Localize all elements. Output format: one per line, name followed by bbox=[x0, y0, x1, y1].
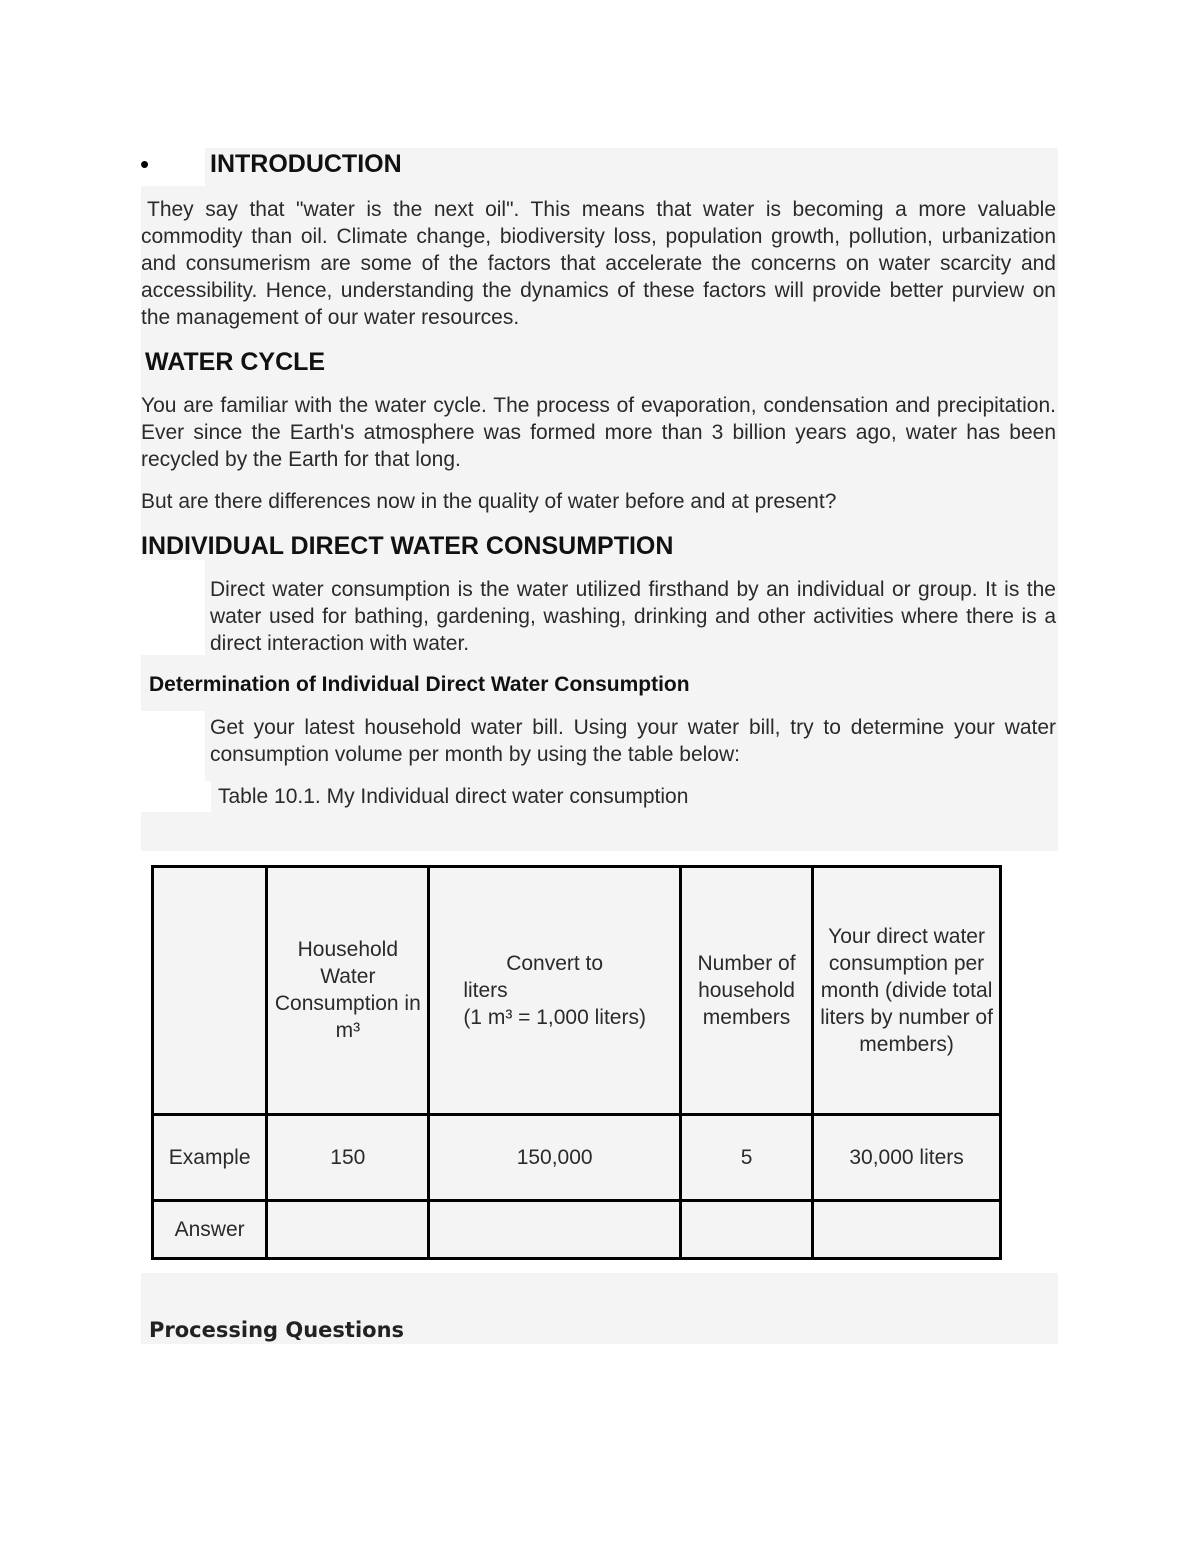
example-per-month: 30,000 liters bbox=[813, 1114, 1001, 1200]
convert-line-2: liters bbox=[463, 978, 508, 1002]
convert-line-3: (1 m³ = 1,000 liters) bbox=[463, 1005, 646, 1029]
water-cycle-heading: WATER CYCLE bbox=[145, 348, 326, 376]
answer-liters[interactable] bbox=[429, 1200, 681, 1258]
introduction-paragraph: They say that "water is the next oil". This means that water is becoming a more valuable commodity than oil. Climate change, biodiversity loss, population growth, pollution, urbanization and consumerism are some of the factors that accelerate the concerns on water scarcity and accessibility. Hence, understanding the dynamics of these factors will provide better purview on the management of our water resources. bbox=[141, 198, 1056, 329]
table-row-example bbox=[153, 1114, 1001, 1200]
header-household-members: Number of household members bbox=[680, 867, 812, 1115]
convert-text-block bbox=[463, 950, 646, 1031]
example-household-m3: 150 bbox=[267, 1114, 429, 1200]
example-members: 5 bbox=[680, 1114, 812, 1200]
processing-questions-heading: Processing Questions bbox=[149, 1318, 405, 1342]
table-caption: Table 10.1. My Individual direct water consumption bbox=[218, 785, 689, 808]
determination-paragraph: Get your latest household water bill. Using your water bill, try to determine your water consumption volume per month by using the table below: bbox=[210, 716, 1056, 766]
row-label-answer: Answer bbox=[153, 1200, 267, 1258]
header-convert-liters bbox=[429, 867, 681, 1115]
water-cycle-paragraph: You are familiar with the water cycle. The process of evaporation, condensation and precipitation. Ever since the Earth's atmosphere was formed more than 3 billion years ago, water has been recycled by the Earth for that long. bbox=[141, 394, 1056, 471]
intro-bullet: • bbox=[140, 149, 150, 179]
answer-per-month[interactable] bbox=[813, 1200, 1001, 1258]
direct-consumption-paragraph: Direct water consumption is the water utilized firsthand by an individual or group. It is the water used for bathing, gardening, washing, drinking and other activities where there is a direct interaction with water. bbox=[210, 578, 1056, 655]
direct-consumption-heading: INDIVIDUAL DIRECT WATER CONSUMPTION bbox=[141, 532, 674, 560]
answer-household-m3[interactable] bbox=[267, 1200, 429, 1258]
header-household-consumption: Household Water Consumption in m³ bbox=[267, 867, 429, 1115]
water-consumption-table bbox=[151, 865, 1002, 1260]
table-header-row bbox=[153, 867, 1001, 1115]
water-quality-question: But are there differences now in the quality of water before and at present? bbox=[141, 490, 837, 513]
convert-line-1: Convert to bbox=[506, 951, 604, 975]
introduction-heading: INTRODUCTION bbox=[210, 150, 402, 178]
determination-heading: Determination of Individual Direct Water Consumption bbox=[149, 673, 690, 696]
answer-members[interactable] bbox=[680, 1200, 812, 1258]
table-row-answer bbox=[153, 1200, 1001, 1258]
header-blank-cell bbox=[153, 867, 267, 1115]
row-label-example: Example bbox=[153, 1114, 267, 1200]
gap-shade bbox=[141, 812, 1058, 851]
header-direct-consumption: Your direct water consumption per month (divide total liters by number of members) bbox=[813, 867, 1001, 1115]
example-liters: 150,000 bbox=[429, 1114, 681, 1200]
